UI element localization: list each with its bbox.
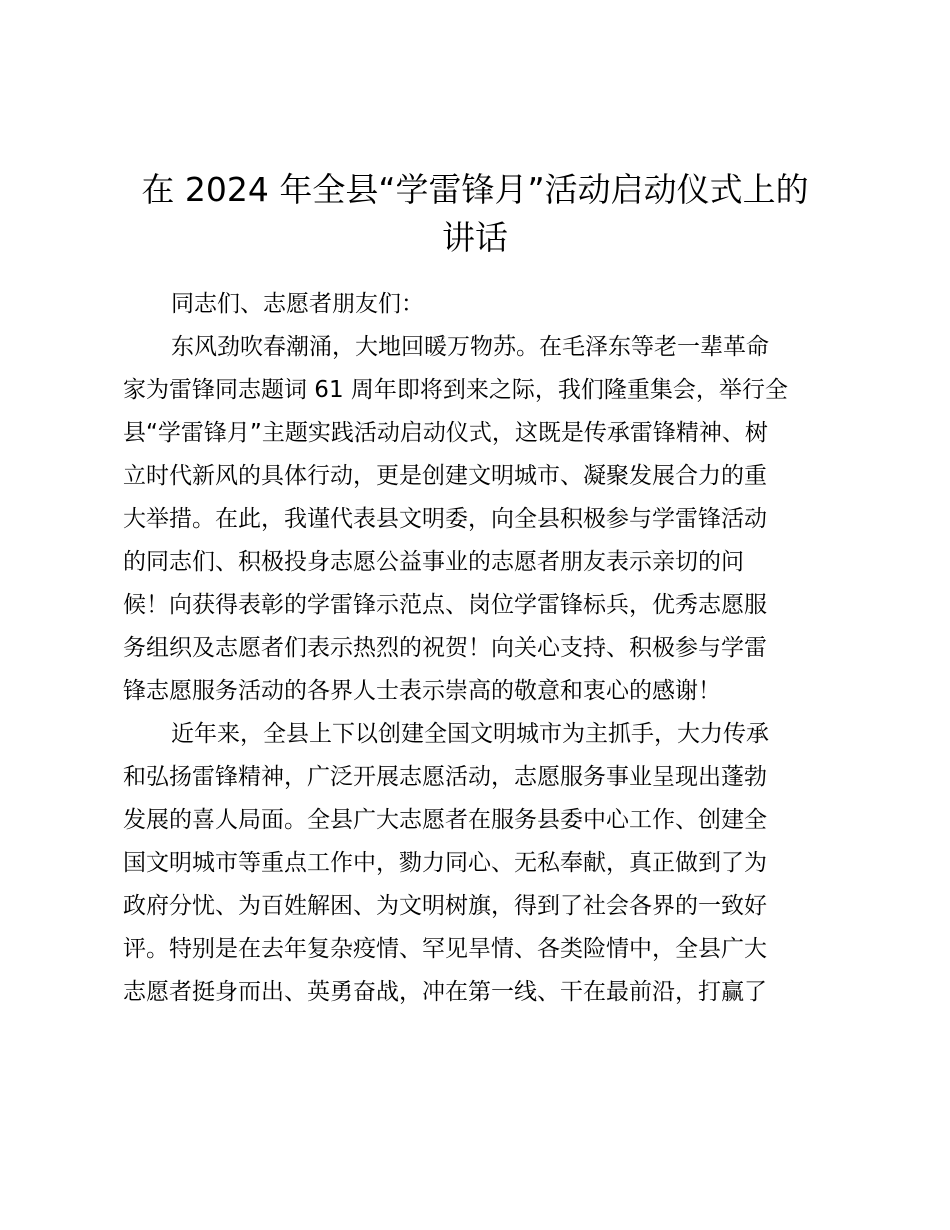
paragraph-line: 发展的喜人局面。全县广大志愿者在服务县委中心工作、创建全 (123, 807, 767, 833)
salutation-line: 同志们、志愿者朋友们： (171, 291, 424, 317)
document-body (123, 283, 838, 1014)
paragraph-line: 的同志们、积极投身志愿公益事业的志愿者朋友表示亲切的问 (123, 549, 744, 575)
paragraph-line: 候！向获得表彰的学雷锋示范点、岗位学雷锋标兵，优秀志愿服 (123, 592, 767, 618)
paragraph-line: 立时代新风的具体行动，更是创建文明城市、凝聚发展合力的重 (123, 463, 767, 489)
paragraph-line: 务组织及志愿者们表示热烈的祝贺！向关心支持、积极参与学雷 (123, 635, 767, 661)
paragraph-line: 近年来，全县上下以创建全国文明城市为主抓手，大力传承 (171, 721, 769, 747)
paragraph-line: 县“学雷锋月”主题实践活动启动仪式，这既是传承雷锋精神、树 (123, 420, 768, 446)
paragraph-line: 和弘扬雷锋精神，广泛开展志愿活动，志愿服务事业呈现出蓬勃 (123, 764, 767, 790)
paragraph-line: 评。特别是在去年复杂疫情、罕见旱情、各类险情中，全县广大 (123, 936, 767, 962)
title-line: 讲话 (442, 218, 508, 257)
paragraph-line: 锋志愿服务活动的各界人士表示崇高的敬意和衷心的感谢！ (123, 678, 721, 704)
document-title (120, 166, 830, 262)
paragraph-line: 家为雷锋同志题词 61 周年即将到来之际，我们隆重集会，举行全 (123, 377, 788, 403)
paragraph-line: 东风劲吹春潮涌，大地回暖万物苏。在毛泽东等老一辈革命 (171, 334, 769, 360)
title-line: 在 2024 年全县“学雷锋月”活动启动仪式上的 (141, 170, 809, 209)
paragraph-line: 志愿者挺身而出、英勇奋战，冲在第一线、干在最前沿，打赢了 (123, 979, 767, 1005)
paragraph-line: 大举措。在此，我谨代表县文明委，向全县积极参与学雷锋活动 (123, 506, 767, 532)
paragraph-line: 国文明城市等重点工作中，勠力同心、无私奉献，真正做到了为 (123, 850, 767, 876)
paragraph-line: 政府分忧、为百姓解困、为文明树旗，得到了社会各界的一致好 (123, 893, 767, 919)
